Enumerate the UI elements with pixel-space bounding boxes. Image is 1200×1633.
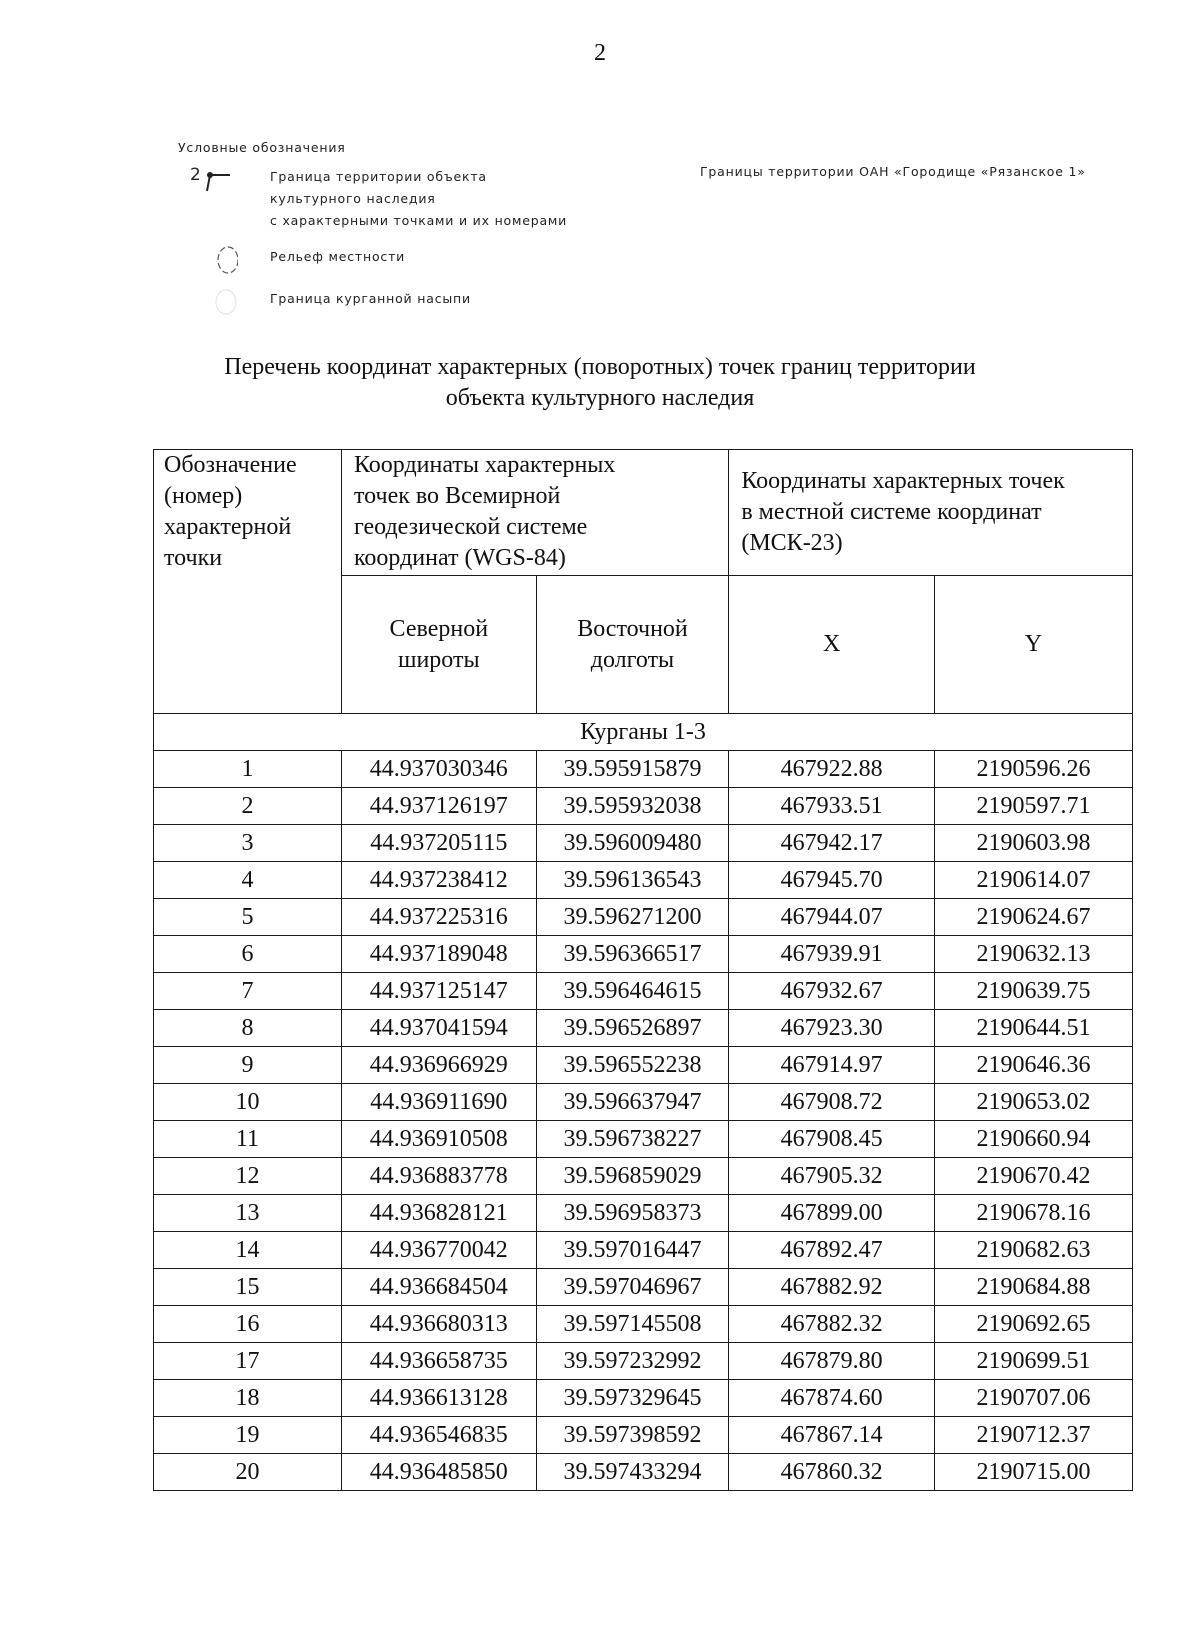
latitude-cell: 44.936910508: [341, 1121, 536, 1158]
point-number-cell: 8: [154, 1010, 342, 1047]
latitude-cell: 44.936684504: [341, 1269, 536, 1306]
point-number-cell: 10: [154, 1084, 342, 1121]
latitude-cell: 44.936546835: [341, 1417, 536, 1454]
latitude-cell: 44.936966929: [341, 1047, 536, 1084]
boundary-symbol-number: 2: [190, 165, 202, 185]
x-cell: 467899.00: [729, 1195, 935, 1232]
latitude-cell: 44.936680313: [341, 1306, 536, 1343]
point-number-cell: 6: [154, 936, 342, 973]
longitude-cell: 39.596136543: [536, 862, 729, 899]
point-number-cell: 2: [154, 788, 342, 825]
y-cell: 2190624.67: [934, 899, 1132, 936]
latitude-cell: 44.936911690: [341, 1084, 536, 1121]
table-row: [154, 1343, 1133, 1380]
y-cell: 2190596.26: [934, 751, 1132, 788]
longitude-cell: 39.597145508: [536, 1306, 729, 1343]
x-cell: 467867.14: [729, 1417, 935, 1454]
y-cell: 2190692.65: [934, 1306, 1132, 1343]
x-cell: 467882.92: [729, 1269, 935, 1306]
document-title: [0, 352, 1200, 414]
table-row: [154, 1195, 1133, 1232]
y-cell: 2190682.63: [934, 1232, 1132, 1269]
mound-label: Граница курганной насыпи: [270, 291, 471, 306]
x-cell: 467945.70: [729, 862, 935, 899]
longitude-cell: 39.597398592: [536, 1417, 729, 1454]
mound-boundary-icon: [178, 286, 238, 329]
table-row: [154, 788, 1133, 825]
x-cell: 467939.91: [729, 936, 935, 973]
point-number-cell: 12: [154, 1158, 342, 1195]
point-number-cell: 20: [154, 1454, 342, 1491]
header-designation: Обозначение (номер) характерной точки: [154, 450, 342, 714]
y-cell: 2190699.51: [934, 1343, 1132, 1380]
table-row: [154, 1380, 1133, 1417]
table-row: [154, 1232, 1133, 1269]
x-cell: 467905.32: [729, 1158, 935, 1195]
latitude-cell: 44.937041594: [341, 1010, 536, 1047]
latitude-cell: 44.936770042: [341, 1232, 536, 1269]
longitude-cell: 39.596009480: [536, 825, 729, 862]
x-cell: 467874.60: [729, 1380, 935, 1417]
group-row: [154, 714, 1133, 751]
point-number-cell: 19: [154, 1417, 342, 1454]
point-number-cell: 1: [154, 751, 342, 788]
point-number-cell: 14: [154, 1232, 342, 1269]
longitude-cell: 39.597016447: [536, 1232, 729, 1269]
x-cell: 467942.17: [729, 825, 935, 862]
territory-caption: Границы территории ОАН «Городище «Рязанское 1»: [700, 164, 1086, 179]
table-body: [154, 751, 1133, 1491]
header-wgs84: Координаты характерных точек во Всемирной геодезической системе координат (WGS-84): [341, 450, 728, 576]
coordinates-table: [153, 449, 1133, 1491]
y-cell: 2190603.98: [934, 825, 1132, 862]
longitude-cell: 39.597329645: [536, 1380, 729, 1417]
header-latitude: Северной широты: [341, 576, 536, 714]
point-number-cell: 7: [154, 973, 342, 1010]
y-cell: 2190715.00: [934, 1454, 1132, 1491]
longitude-cell: 39.595932038: [536, 788, 729, 825]
table-row: [154, 751, 1133, 788]
longitude-cell: 39.595915879: [536, 751, 729, 788]
point-number-cell: 3: [154, 825, 342, 862]
latitude-cell: 44.937030346: [341, 751, 536, 788]
longitude-cell: 39.596366517: [536, 936, 729, 973]
header-msk23: Координаты характерных точек в местной системе координат (МСК-23): [729, 450, 1133, 576]
header-row-1: [154, 450, 1133, 576]
title-line-2: объекта культурного наследия: [445, 385, 755, 411]
y-cell: 2190712.37: [934, 1417, 1132, 1454]
boundary-description: [270, 166, 567, 232]
latitude-cell: 44.937225316: [341, 899, 536, 936]
longitude-cell: 39.596526897: [536, 1010, 729, 1047]
y-cell: 2190646.36: [934, 1047, 1132, 1084]
x-cell: 467922.88: [729, 751, 935, 788]
y-cell: 2190597.71: [934, 788, 1132, 825]
legend-title: Условные обозначения: [178, 140, 346, 155]
y-cell: 2190639.75: [934, 973, 1132, 1010]
x-cell: 467892.47: [729, 1232, 935, 1269]
y-cell: 2190684.88: [934, 1269, 1132, 1306]
header-longitude: Восточной долготы: [536, 576, 729, 714]
x-cell: 467908.72: [729, 1084, 935, 1121]
table-row: [154, 936, 1133, 973]
latitude-cell: 44.936613128: [341, 1380, 536, 1417]
table-row: [154, 1269, 1133, 1306]
longitude-cell: 39.597433294: [536, 1454, 729, 1491]
y-cell: 2190653.02: [934, 1084, 1132, 1121]
point-number-cell: 17: [154, 1343, 342, 1380]
point-number-cell: 9: [154, 1047, 342, 1084]
point-number-cell: 18: [154, 1380, 342, 1417]
boundary-point-icon: [178, 164, 238, 197]
x-cell: 467914.97: [729, 1047, 935, 1084]
longitude-cell: 39.596637947: [536, 1084, 729, 1121]
point-number-cell: 13: [154, 1195, 342, 1232]
table-row: [154, 1158, 1133, 1195]
x-cell: 467923.30: [729, 1010, 935, 1047]
relief-label: Рельеф местности: [270, 249, 406, 264]
title-line-1: Перечень координат характерных (поворотных) точек границ территории: [224, 354, 976, 380]
table-row: [154, 1454, 1133, 1491]
longitude-cell: 39.596552238: [536, 1047, 729, 1084]
table-row: [154, 899, 1133, 936]
latitude-cell: 44.937125147: [341, 973, 536, 1010]
x-cell: 467908.45: [729, 1121, 935, 1158]
y-cell: 2190632.13: [934, 936, 1132, 973]
boundary-line-3: с характерными точками и их номерами: [270, 213, 568, 228]
table-row: [154, 1010, 1133, 1047]
header-x: X: [729, 576, 935, 714]
point-number-cell: 4: [154, 862, 342, 899]
point-number-cell: 5: [154, 899, 342, 936]
x-cell: 467944.07: [729, 899, 935, 936]
latitude-cell: 44.937126197: [341, 788, 536, 825]
table-row: [154, 825, 1133, 862]
latitude-cell: 44.936485850: [341, 1454, 536, 1491]
page-number: 2: [594, 40, 606, 66]
latitude-cell: 44.936828121: [341, 1195, 536, 1232]
latitude-cell: 44.936658735: [341, 1343, 536, 1380]
boundary-line-1: Граница территории объекта: [270, 169, 487, 184]
y-cell: 2190707.06: [934, 1380, 1132, 1417]
table-row: [154, 1121, 1133, 1158]
table-row: [154, 1084, 1133, 1121]
x-cell: 467860.32: [729, 1454, 935, 1491]
longitude-cell: 39.596958373: [536, 1195, 729, 1232]
point-number-cell: 15: [154, 1269, 342, 1306]
longitude-cell: 39.596464615: [536, 973, 729, 1010]
latitude-cell: 44.936883778: [341, 1158, 536, 1195]
table-row: [154, 1047, 1133, 1084]
relief-icon: [178, 244, 238, 287]
y-cell: 2190614.07: [934, 862, 1132, 899]
boundary-line-2: культурного наследия: [270, 191, 436, 206]
longitude-cell: 39.596738227: [536, 1121, 729, 1158]
point-number-cell: 16: [154, 1306, 342, 1343]
latitude-cell: 44.937205115: [341, 825, 536, 862]
latitude-cell: 44.937238412: [341, 862, 536, 899]
x-cell: 467879.80: [729, 1343, 935, 1380]
y-cell: 2190678.16: [934, 1195, 1132, 1232]
table-row: [154, 973, 1133, 1010]
point-number-cell: 11: [154, 1121, 342, 1158]
y-cell: 2190660.94: [934, 1121, 1132, 1158]
table-row: [154, 1306, 1133, 1343]
latitude-cell: 44.937189048: [341, 936, 536, 973]
x-cell: 467932.67: [729, 973, 935, 1010]
group-label: Курганы 1-3: [154, 714, 1133, 751]
y-cell: 2190670.42: [934, 1158, 1132, 1195]
longitude-cell: 39.596859029: [536, 1158, 729, 1195]
x-cell: 467933.51: [729, 788, 935, 825]
header-y: Y: [934, 576, 1132, 714]
table-row: [154, 1417, 1133, 1454]
longitude-cell: 39.597046967: [536, 1269, 729, 1306]
longitude-cell: 39.597232992: [536, 1343, 729, 1380]
longitude-cell: 39.596271200: [536, 899, 729, 936]
table-row: [154, 862, 1133, 899]
y-cell: 2190644.51: [934, 1010, 1132, 1047]
x-cell: 467882.32: [729, 1306, 935, 1343]
